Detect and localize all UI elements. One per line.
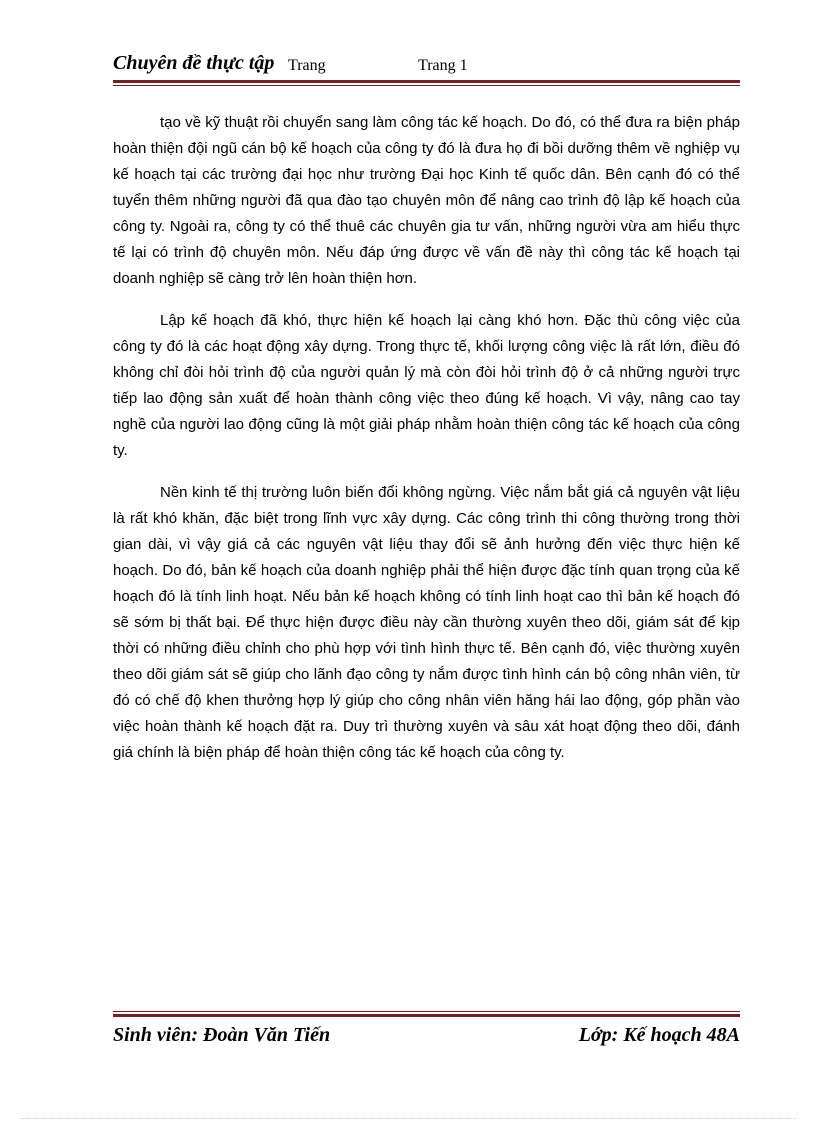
page-footer (113, 1024, 740, 1054)
footer-class: Lớp: Kế hoạch 48A (578, 1024, 740, 1046)
page-header (113, 52, 740, 80)
footer-rule-thick (113, 1014, 740, 1017)
header-page-number: Trang 1 (418, 57, 468, 74)
footer-student-name: Sinh viên: Đoàn Văn Tiến (113, 1024, 331, 1046)
paragraph-2: Lập kế hoạch đã khó, thực hiện kế hoạch lại càng khó hơn. Đặc thù công việc của công ty đó là các hoạt động xây dựng. Trong thực tế, khối lượng công việc là rất lớn, điều đó không chỉ đòi hỏi trình độ của người quản lý mà còn đòi hỏi trình độ ở cả những người trực tiếp lao động sản xuất để hoàn thành công việc theo đúng kế hoạch. Vì vậy, nâng cao tay nghề của người lao động cũng là một giải pháp nhằm hoàn thiện công tác kế hoạch của công ty. (113, 312, 740, 459)
page-bottom-edge (20, 1118, 796, 1119)
header-rule-thin (113, 85, 740, 86)
header-page-label: Trang (288, 57, 326, 74)
footer-rule-thin (113, 1011, 740, 1012)
body-text (113, 110, 740, 782)
paragraph-3: Nền kinh tế thị trường luôn biến đổi không ngừng. Việc nắm bắt giá cả nguyên vật liệu là rất khó khăn, đặc biệt trong lĩnh vực xây dựng. Các công trình thi công thường trong thời gian dài, vì vậy giá cả các nguyên vật liệu thay đổi sẽ ảnh hưởng đến việc thực hiện kế hoạch. Do đó, bản kế hoạch của doanh nghiệp phải thể hiện được đặc tính quan trọng của kế hoạch đó là tính linh hoạt. Nếu bản kế hoạch không có tính linh hoạt cao thì bản kế hoạch đó sẽ sớm bị thất bại. Để thực hiện được điều này cần thường xuyên theo dõi, giám sát để kịp thời có những điều chỉnh cho phù hợp với tình hình thực tế. Bên cạnh đó, việc thường xuyên theo dõi giám sát sẽ giúp cho lãnh đạo công ty nắm được tình hình cán bộ công nhân viên, từ đó có chế độ khen thưởng hợp lý giúp cho công nhân viên hăng hái lao động, góp phần vào việc hoàn thành kế hoạch đặt ra. Duy trì thường xuyên và sâu xát hoạt động theo dõi, đánh giá chính là biện pháp để hoàn thiện công tác kế hoạch của công ty. (113, 484, 740, 761)
header-title: Chuyên đề thực tập (113, 52, 275, 74)
paragraph-1: tạo về kỹ thuật rồi chuyển sang làm công tác kế hoạch. Do đó, có thể đưa ra biện pháp hoàn thiện đội ngũ cán bộ kế hoạch của công ty đó là đưa họ đi bồi dưỡng thêm về nghiệp vụ kế hoạch tại các trường đại học như trường Đại học Kinh tế quốc dân. Bên cạnh đó có thể tuyển thêm những người đã qua đào tạo chuyên môn để nâng cao trình độ lập kế hoạch của công ty. Ngoài ra, công ty có thể thuê các chuyên gia tư vấn, những người vừa am hiểu thực tế lại có trình độ chuyên môn. Nếu đáp ứng được về vấn đề này thì công tác kế hoạch tại doanh nghiệp sẽ càng trở lên hoàn thiện hơn. (113, 114, 740, 287)
header-rule-thick (113, 80, 740, 83)
